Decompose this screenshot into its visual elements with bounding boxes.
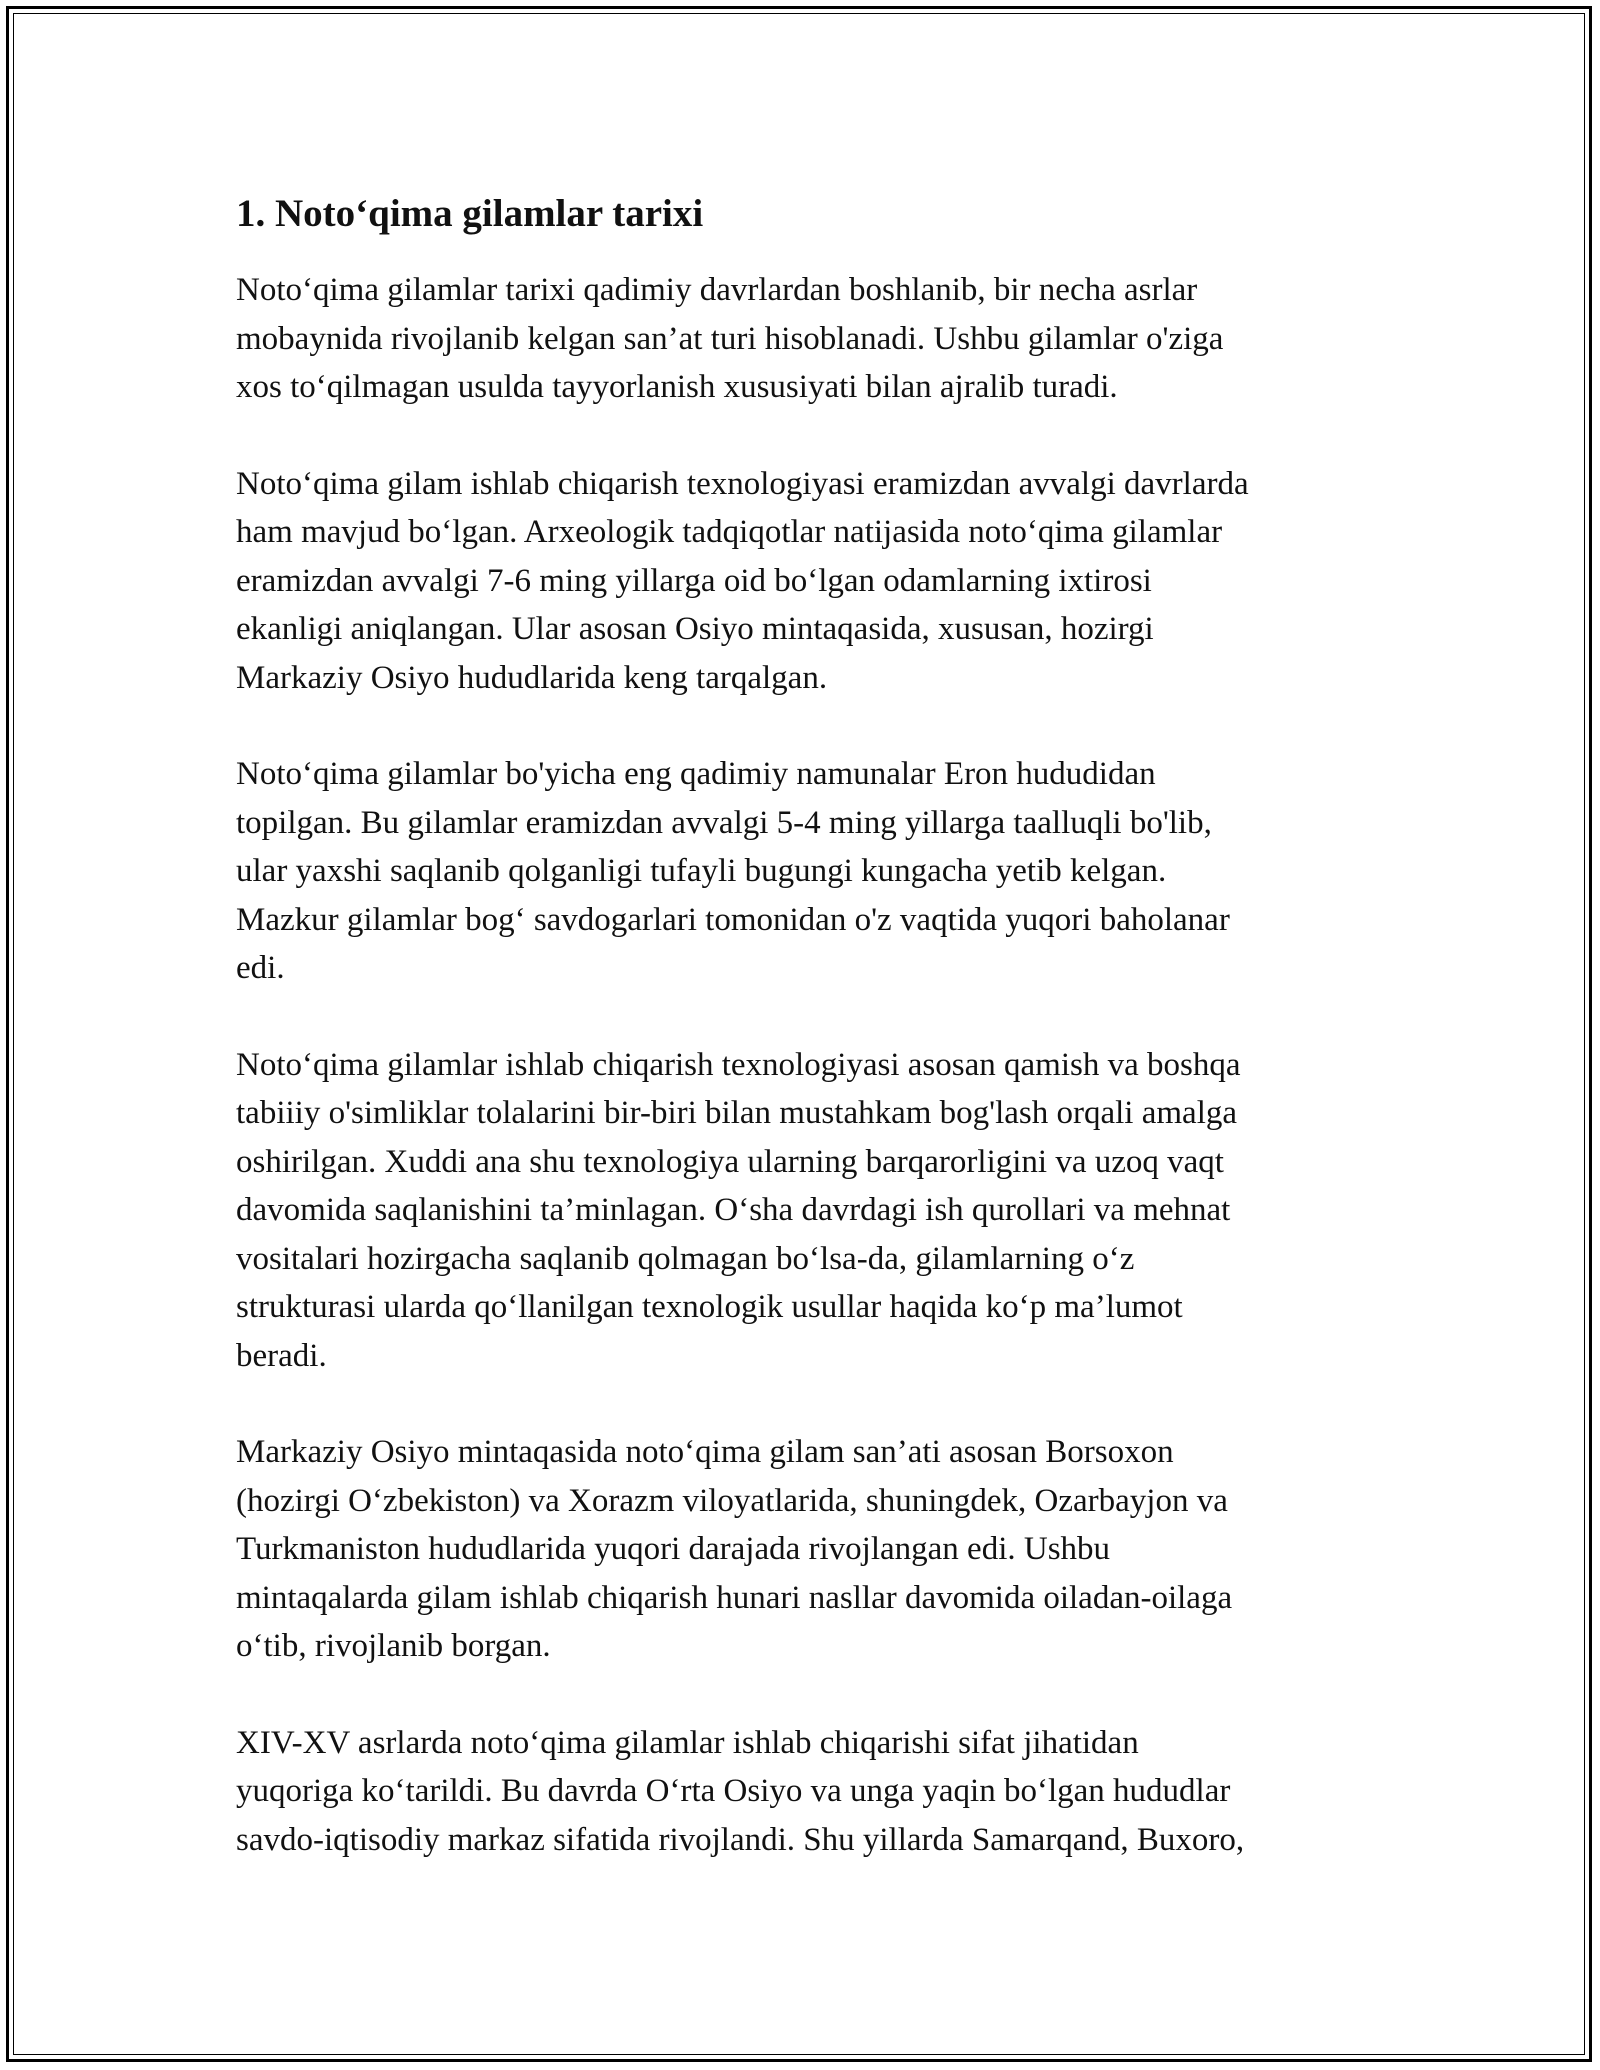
- paragraph-line: savdo-iqtisodiy markaz sifatida rivojlandi. Shu yillarda Samarqand, Buxoro,: [236, 1821, 1245, 1858]
- paragraph-line: tabiiiy o'simliklar tolalarini bir-biri bilan mustahkam bog'lash orqali amalga: [236, 1095, 1238, 1131]
- paragraph-line: yuqoriga ko‘tarildi. Bu davrda O‘rta Osiyo va unga yaqin bo‘lgan hududlar: [236, 1773, 1231, 1809]
- paragraph-line: ekanligi aniqlangan. Ular asosan Osiyo mintaqasida, xususan, hozirgi: [236, 611, 1154, 647]
- paragraph-line: vositalari hozirgacha saqlanib qolmagan bo‘lsa-da, gilamlarning o‘z: [236, 1240, 1135, 1277]
- paragraph-line: Noto‘qima gilam ishlab chiqarish texnologiyasi eramizdan avvalgi davrlarda: [236, 465, 1249, 502]
- paragraph-line: o‘tib, rivojlanib borgan.: [236, 1628, 551, 1664]
- paragraph-line: Markaziy Osiyo hududlarida keng tarqalgan.: [236, 659, 828, 696]
- paragraph-1: [236, 266, 1366, 412]
- paragraph-line: Markaziy Osiyo mintaqasida noto‘qima gilam san’ati asosan Borsoxon: [236, 1434, 1174, 1470]
- paragraph-line: Turkmaniston hududlarida yuqori darajada rivojlangan edi. Ushbu: [236, 1531, 1111, 1567]
- paragraph-line: ham mavjud bo‘lgan. Arxeologik tadqiqotlar natijasida noto‘qima gilamlar: [236, 514, 1223, 550]
- paragraph-4: [236, 1041, 1366, 1381]
- paragraph-line: edi.: [236, 950, 285, 986]
- paragraph-line: xos to‘qilmagan usulda tayyorlanish xususiyati bilan ajralib turadi.: [236, 369, 1118, 405]
- paragraph-3: [236, 750, 1366, 993]
- paragraph-line: XIV-XV asrlarda noto‘qima gilamlar ishlab chiqarishi sifat jihatidan: [236, 1724, 1139, 1761]
- paragraph-line: (hozirgi O‘zbekiston) va Xorazm viloyatlarida, shuningdek, Ozarbayjon va: [236, 1482, 1228, 1519]
- paragraph-line: topilgan. Bu gilamlar eramizdan avvalgi 5-4 ming yillarga taalluqli bo'lib,: [236, 804, 1212, 841]
- paragraph-line: beradi.: [236, 1337, 327, 1374]
- document-heading: 1. Noto‘qima gilamlar tarixi: [236, 192, 704, 235]
- paragraph-line: Noto‘qima gilamlar tarixi qadimiy davrlardan boshlanib, bir necha asrlar: [236, 272, 1198, 308]
- document-content: [236, 188, 1366, 1912]
- paragraph-line: strukturasi ularda qo‘llanilgan texnologik usullar haqida ko‘p ma’lumot: [236, 1289, 1183, 1325]
- paragraph-line: eramizdan avvalgi 7-6 ming yillarga oid bo‘lgan odamlarning ixtirosi: [236, 562, 1152, 599]
- paragraph-2: [236, 460, 1366, 703]
- paragraph-line: Noto‘qima gilamlar ishlab chiqarish texnologiyasi asosan qamish va boshqa: [236, 1046, 1241, 1083]
- paragraph-line: oshirilgan. Xuddi ana shu texnologiya ularning barqarorligini va uzoq vaqt: [236, 1143, 1224, 1180]
- paragraph-line: mobaynida rivojlanib kelgan san’at turi hisoblanadi. Ushbu gilamlar o'ziga: [236, 320, 1224, 357]
- paragraph-6: [236, 1719, 1366, 1865]
- paragraph-5: [236, 1428, 1366, 1671]
- paragraph-line: Mazkur gilamlar bog‘ savdogarlari tomonidan o'z vaqtida yuqori baholanar: [236, 901, 1230, 938]
- paragraph-line: mintaqalarda gilam ishlab chiqarish hunari nasllar davomida oiladan-oilaga: [236, 1579, 1233, 1616]
- paragraph-line: Noto‘qima gilamlar bo'yicha eng qadimiy namunalar Eron hududidan: [236, 756, 1156, 792]
- paragraph-line: ular yaxshi saqlanib qolganligi tufayli bugungi kungacha yetib kelgan.: [236, 853, 1167, 889]
- paragraph-line: davomida saqlanishini ta’minlagan. O‘sha davrdagi ish qurollari va mehnat: [236, 1192, 1231, 1228]
